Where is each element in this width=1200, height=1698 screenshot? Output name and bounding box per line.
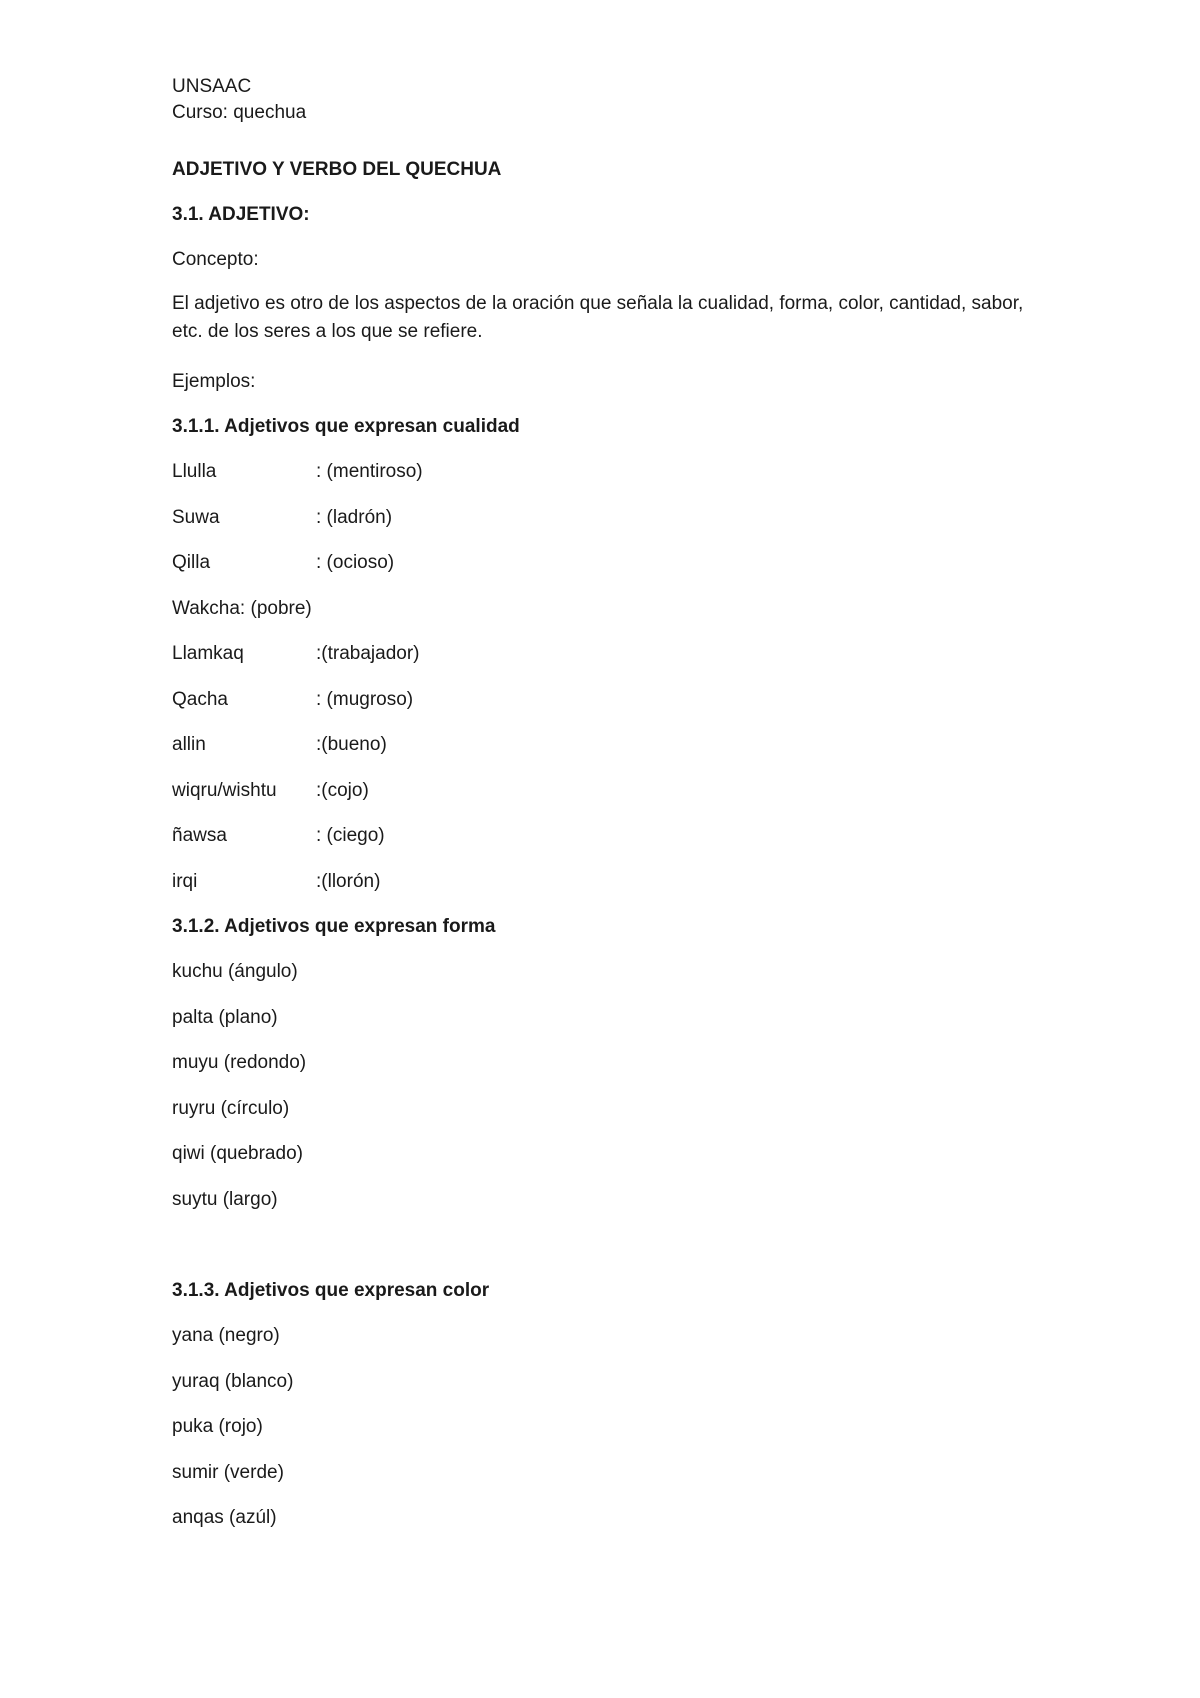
forma-heading: 3.1.2. Adjetivos que expresan forma <box>172 916 496 937</box>
document-title: ADJETIVO Y VERBO DEL QUECHUA <box>172 159 502 180</box>
concept-paragraph: El adjetivo es otro de los aspectos de la oración que señala la cualidad, forma, color, cantidad, sabor, etc. de los seres a los que se refiere. <box>172 293 1024 342</box>
cualidad-term: Llulla <box>172 461 217 482</box>
cualidad-term: Qilla <box>172 552 211 573</box>
cualidad-meaning: :(bueno) <box>316 734 387 755</box>
color-item: anqas (azúl) <box>172 1507 277 1528</box>
cualidad-term: ñawsa <box>172 825 227 846</box>
institution-name: UNSAAC <box>172 76 252 97</box>
color-item: yuraq (blanco) <box>172 1371 294 1392</box>
color-item: puka (rojo) <box>172 1416 263 1437</box>
section-heading: 3.1. ADJETIVO: <box>172 204 310 225</box>
cualidad-term: Llamkaq <box>172 643 244 664</box>
concept-label: Concepto: <box>172 249 259 270</box>
examples-label: Ejemplos: <box>172 371 256 392</box>
cualidad-term: Wakcha: (pobre) <box>172 598 312 619</box>
cualidad-meaning: :(cojo) <box>316 780 369 801</box>
cualidad-meaning: : (ocioso) <box>316 552 395 573</box>
cualidad-term: wiqru/wishtu <box>172 780 277 801</box>
cualidad-meaning: :(llorón) <box>316 871 381 892</box>
forma-item: palta (plano) <box>172 1007 278 1028</box>
cualidad-meaning: : (ladrón) <box>316 507 393 528</box>
cualidad-meaning: : (mentiroso) <box>316 461 423 482</box>
cualidad-meaning: :(trabajador) <box>316 643 420 664</box>
forma-item: qiwi (quebrado) <box>172 1143 303 1164</box>
forma-item: kuchu (ángulo) <box>172 961 298 982</box>
cualidad-term: allin <box>172 734 206 755</box>
cualidad-term: irqi <box>172 871 198 892</box>
cualidad-term: Suwa <box>172 507 220 528</box>
cualidad-meaning: : (ciego) <box>316 825 385 846</box>
forma-item: ruyru (círculo) <box>172 1098 290 1119</box>
color-heading: 3.1.3. Adjetivos que expresan color <box>172 1280 490 1301</box>
course-name: Curso: quechua <box>172 102 307 123</box>
forma-item: muyu (redondo) <box>172 1052 307 1073</box>
cualidad-heading: 3.1.1. Adjetivos que expresan cualidad <box>172 416 520 437</box>
cualidad-term: Qacha <box>172 689 228 710</box>
color-item: yana (negro) <box>172 1325 280 1346</box>
forma-item: suytu (largo) <box>172 1189 278 1210</box>
cualidad-meaning: : (mugroso) <box>316 689 414 710</box>
color-item: sumir (verde) <box>172 1462 284 1483</box>
